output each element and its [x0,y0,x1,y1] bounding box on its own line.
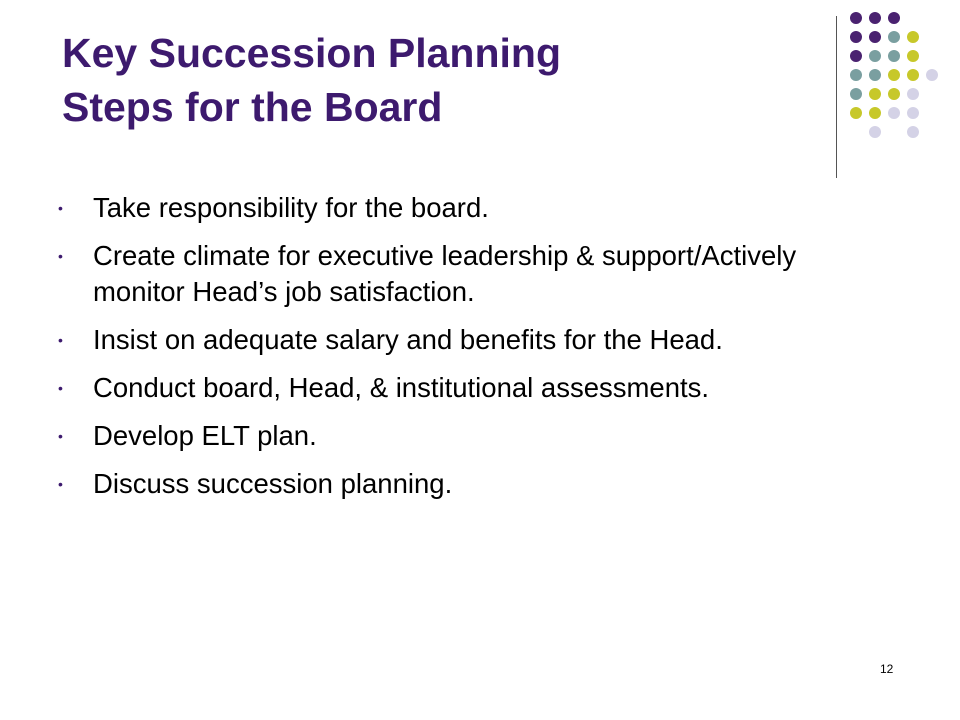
vertical-divider [836,16,837,178]
slide-title-line-1: Key Succession Planning [62,30,561,76]
bullet-text: Take responsibility for the board. [93,192,489,223]
decorative-dot [869,88,881,100]
decorative-dot [850,69,862,81]
bullet-marker-icon: • [58,428,63,444]
bullet-marker-icon: • [58,332,63,348]
decorative-dot [888,50,900,62]
bullet-list [58,190,878,514]
decorative-dot [869,50,881,62]
bullet-item [58,238,878,310]
decorative-dot [850,12,862,24]
decorative-dot [850,50,862,62]
decorative-dot [869,69,881,81]
bullet-marker-icon: • [58,200,63,216]
bullet-text: Discuss succession planning. [93,468,453,499]
decorative-dot [907,126,919,138]
slide-title [62,26,802,134]
decorative-dot [926,69,938,81]
bullet-item [58,418,878,454]
bullet-text: Create climate for executive leadership & support/Actively monitor Head’s job satisfaction. [93,240,797,307]
decorative-dot [888,88,900,100]
decorative-dot [907,31,919,43]
decorative-dot [888,107,900,119]
bullet-marker-icon: • [58,476,63,492]
decorative-dot [850,31,862,43]
page-number: 12 [880,662,894,676]
bullet-item [58,370,878,406]
decorative-dot [907,69,919,81]
bullet-text: Conduct board, Head, & institutional assessments. [93,372,710,403]
decorative-dot [907,50,919,62]
decorative-dot [869,107,881,119]
decorative-dot [888,12,900,24]
bullet-text: Develop ELT plan. [93,420,317,451]
decorative-dot-grid [850,12,950,152]
decorative-dot [869,31,881,43]
bullet-item [58,190,878,226]
decorative-dot [888,31,900,43]
decorative-dot [907,107,919,119]
decorative-dot [907,88,919,100]
bullet-text: Insist on adequate salary and benefits for the Head. [93,324,723,355]
bullet-item [58,466,878,502]
bullet-item [58,322,878,358]
decorative-dot [869,12,881,24]
decorative-dot [850,107,862,119]
slide-title-line-2: Steps for the Board [62,84,443,130]
decorative-dot [850,88,862,100]
decorative-dot [869,126,881,138]
decorative-dot [888,69,900,81]
bullet-marker-icon: • [58,380,63,396]
bullet-marker-icon: • [58,248,63,264]
